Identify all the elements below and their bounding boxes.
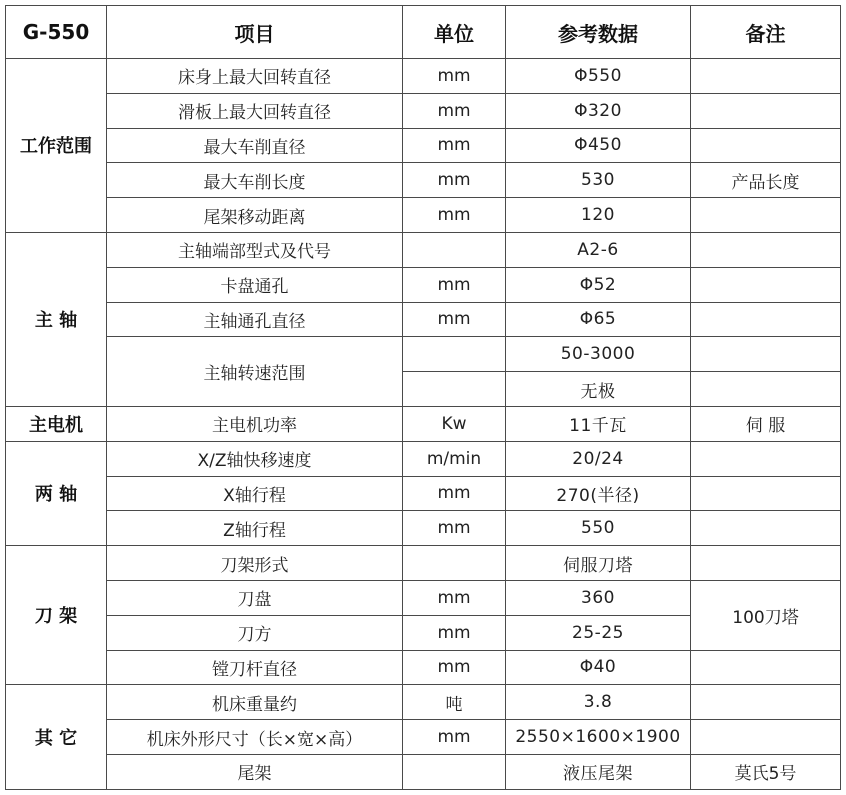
table-row (6, 441, 841, 476)
unit-cell: 吨 (403, 685, 506, 720)
note-cell (691, 232, 841, 267)
table-row (6, 267, 841, 302)
item-cell: 机床外形尺寸（长×宽×高） (107, 720, 403, 755)
item-cell: 主轴转速范围 (107, 337, 403, 407)
item-header: 项目 (107, 6, 403, 59)
unit-cell: mm (403, 59, 506, 94)
table-row (6, 163, 841, 198)
note-cell (691, 198, 841, 233)
item-cell: X/Z轴快移速度 (107, 441, 403, 476)
unit-cell: mm (403, 93, 506, 128)
note-cell (691, 337, 841, 372)
unit-cell: mm (403, 128, 506, 163)
header-row (6, 6, 841, 59)
value-cell: Φ40 (506, 650, 691, 685)
table-row (6, 650, 841, 685)
group-main-motor: 主电机 (6, 406, 107, 441)
value-cell: 伺服刀塔 (506, 546, 691, 581)
unit-cell: mm (403, 267, 506, 302)
unit-cell (403, 546, 506, 581)
table-row (6, 59, 841, 94)
note-cell: 莫氏5号 (691, 754, 841, 789)
unit-cell (403, 372, 506, 407)
note-cell (691, 650, 841, 685)
table-row (6, 128, 841, 163)
table-row (6, 232, 841, 267)
unit-cell: mm (403, 720, 506, 755)
table-row (6, 406, 841, 441)
unit-header: 单位 (403, 6, 506, 59)
item-cell: 主轴端部型式及代号 (107, 232, 403, 267)
item-cell: 尾架 (107, 754, 403, 789)
unit-cell (403, 337, 506, 372)
value-cell: 无极 (506, 372, 691, 407)
unit-cell: mm (403, 511, 506, 546)
note-cell (691, 302, 841, 337)
item-cell: X轴行程 (107, 476, 403, 511)
value-cell: 50-3000 (506, 337, 691, 372)
note-cell (691, 476, 841, 511)
note-cell (691, 59, 841, 94)
value-cell: 550 (506, 511, 691, 546)
value-cell: A2-6 (506, 232, 691, 267)
value-cell: 360 (506, 580, 691, 615)
item-cell: 滑板上最大回转直径 (107, 93, 403, 128)
model-header: G-550 (6, 6, 107, 59)
unit-cell: mm (403, 198, 506, 233)
note-cell (691, 93, 841, 128)
group-other: 其 它 (6, 685, 107, 789)
table-row (6, 720, 841, 755)
group-axes: 两 轴 (6, 441, 107, 545)
note-header: 备注 (691, 6, 841, 59)
value-cell: 2550×1600×1900 (506, 720, 691, 755)
group-spindle: 主 轴 (6, 232, 107, 406)
value-cell: 液压尾架 (506, 754, 691, 789)
value-cell: 11千瓦 (506, 406, 691, 441)
unit-cell (403, 754, 506, 789)
item-cell: 刀架形式 (107, 546, 403, 581)
table-row (6, 685, 841, 720)
value-cell: 530 (506, 163, 691, 198)
value-cell: 270(半径) (506, 476, 691, 511)
unit-cell: mm (403, 476, 506, 511)
item-cell: 尾架移动距离 (107, 198, 403, 233)
table-row (6, 476, 841, 511)
item-cell: Z轴行程 (107, 511, 403, 546)
item-cell: 主电机功率 (107, 406, 403, 441)
group-tool-post: 刀 架 (6, 546, 107, 685)
note-cell: 伺 服 (691, 406, 841, 441)
note-cell (691, 720, 841, 755)
note-cell (691, 441, 841, 476)
reference-header: 参考数据 (506, 6, 691, 59)
note-cell (691, 128, 841, 163)
item-cell: 最大车削长度 (107, 163, 403, 198)
value-cell: 25-25 (506, 615, 691, 650)
unit-cell: m/min (403, 441, 506, 476)
spec-table (5, 5, 841, 790)
value-cell: Φ65 (506, 302, 691, 337)
item-cell: 卡盘通孔 (107, 267, 403, 302)
value-cell: Φ52 (506, 267, 691, 302)
table-row (6, 302, 841, 337)
value-cell: Φ320 (506, 93, 691, 128)
item-cell: 镗刀杆直径 (107, 650, 403, 685)
note-cell (691, 685, 841, 720)
table-row (6, 93, 841, 128)
item-cell: 床身上最大回转直径 (107, 59, 403, 94)
note-cell (691, 546, 841, 581)
value-cell: 3.8 (506, 685, 691, 720)
value-cell: 120 (506, 198, 691, 233)
item-cell: 刀方 (107, 615, 403, 650)
item-cell: 机床重量约 (107, 685, 403, 720)
note-cell (691, 267, 841, 302)
table-row (6, 198, 841, 233)
unit-cell (403, 232, 506, 267)
note-cell (691, 511, 841, 546)
value-cell: Φ550 (506, 59, 691, 94)
unit-cell: mm (403, 580, 506, 615)
table-row (6, 337, 841, 372)
table-row (6, 511, 841, 546)
item-cell: 刀盘 (107, 580, 403, 615)
unit-cell: mm (403, 615, 506, 650)
value-cell: Φ450 (506, 128, 691, 163)
unit-cell: mm (403, 302, 506, 337)
unit-cell: mm (403, 163, 506, 198)
value-cell: 20/24 (506, 441, 691, 476)
item-cell: 最大车削直径 (107, 128, 403, 163)
unit-cell: Kw (403, 406, 506, 441)
item-cell: 主轴通孔直径 (107, 302, 403, 337)
note-cell (691, 372, 841, 407)
group-work-range: 工作范围 (6, 59, 107, 233)
table-row (6, 580, 841, 615)
table-row (6, 546, 841, 581)
table-row (6, 754, 841, 789)
note-cell: 100刀塔 (691, 580, 841, 650)
unit-cell: mm (403, 650, 506, 685)
note-cell: 产品长度 (691, 163, 841, 198)
